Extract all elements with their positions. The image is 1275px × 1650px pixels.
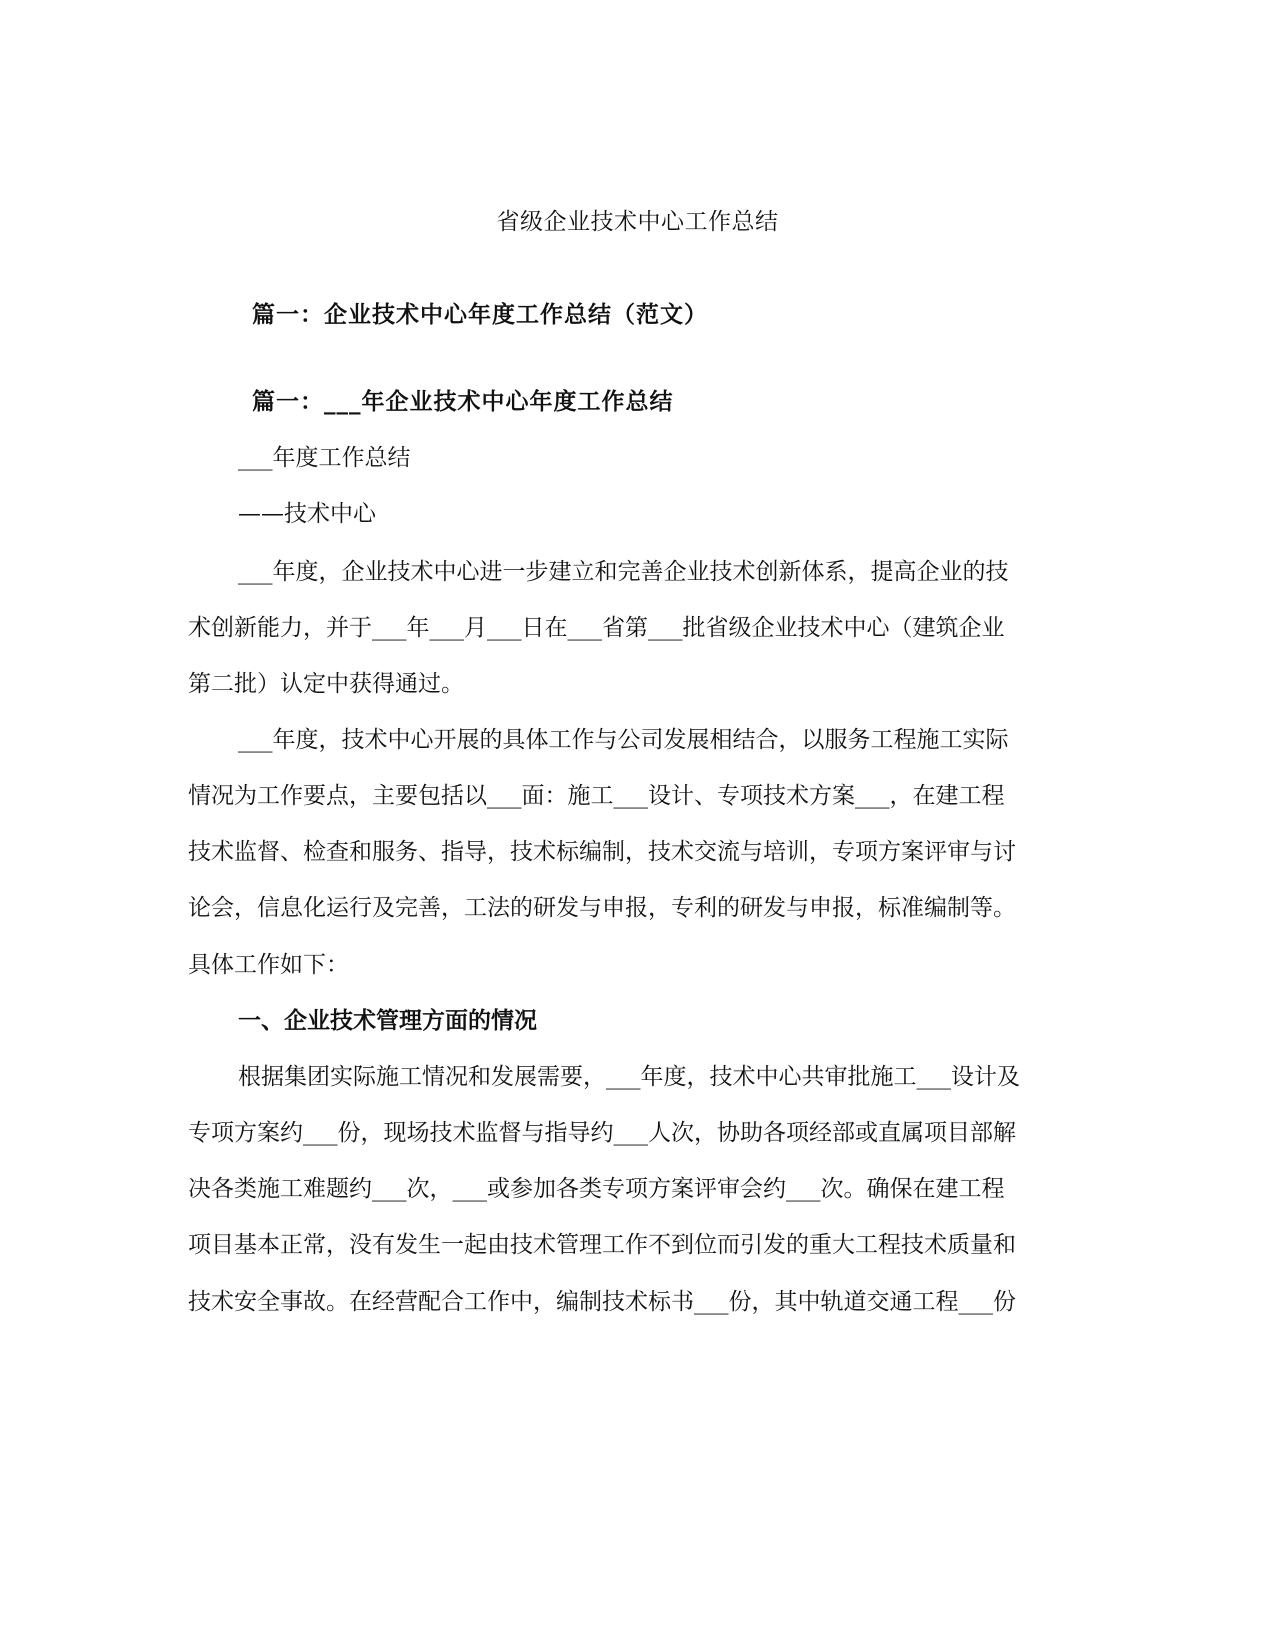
paragraph-1-line-1: ___年度，企业技术中心进一步建立和完善企业技术创新体系，提高企业的技 (238, 559, 1009, 585)
chapter-heading-2: 篇一：___年企业技术中心年度工作总结 (252, 389, 674, 415)
paragraph-1-line-3: 第二批）认定中获得通过。 (188, 671, 464, 697)
report-subtitle: ___年度工作总结 (238, 445, 411, 471)
paragraph-3-line-4: 项目基本正常，没有发生一起由技术管理工作不到位而引发的重大工程技术质量和 (188, 1232, 1016, 1258)
chapter-heading-1: 篇一：企业技术中心年度工作总结（范文） (252, 302, 708, 328)
paragraph-2-line-1: ___年度，技术中心开展的具体工作与公司发展相结合，以服务工程施工实际 (238, 727, 1009, 753)
paragraph-2-line-4: 论会，信息化运行及完善，工法的研发与申报，专利的研发与申报，标准编制等。 (188, 895, 1016, 921)
document-title: 省级企业技术中心工作总结 (496, 209, 779, 235)
paragraph-1-line-2: 术创新能力，并于___年___月___日在___省第___批省级企业技术中心（建筑企业 (188, 615, 1005, 641)
section-1-heading: 一、企业技术管理方面的情况 (238, 1008, 537, 1034)
paragraph-2-line-3: 技术监督、检查和服务、指导，技术标编制，技术交流与培训，专项方案评审与讨 (188, 839, 1016, 865)
paragraph-2-line-2: 情况为工作要点，主要包括以___面：施工___设计、专项技术方案___，在建工程 (188, 783, 1005, 809)
paragraph-2-line-5: 具体工作如下： (188, 952, 349, 978)
paragraph-3-line-5: 技术安全事故。在经营配合工作中，编制技术标书___份，其中轨道交通工程___份 (188, 1289, 1016, 1315)
report-byline: ——技术中心 (238, 501, 376, 527)
paragraph-3-line-1: 根据集团实际施工情况和发展需要，___年度，技术中心共审批施工___设计及 (238, 1064, 1020, 1090)
paragraph-3-line-3: 决各类施工难题约___次，___或参加各类专项方案评审会约___次。确保在建工程 (188, 1176, 1005, 1202)
paragraph-3-line-2: 专项方案约___份，现场技术监督与指导约___人次，协助各项经部或直属项目部解 (188, 1120, 1016, 1146)
